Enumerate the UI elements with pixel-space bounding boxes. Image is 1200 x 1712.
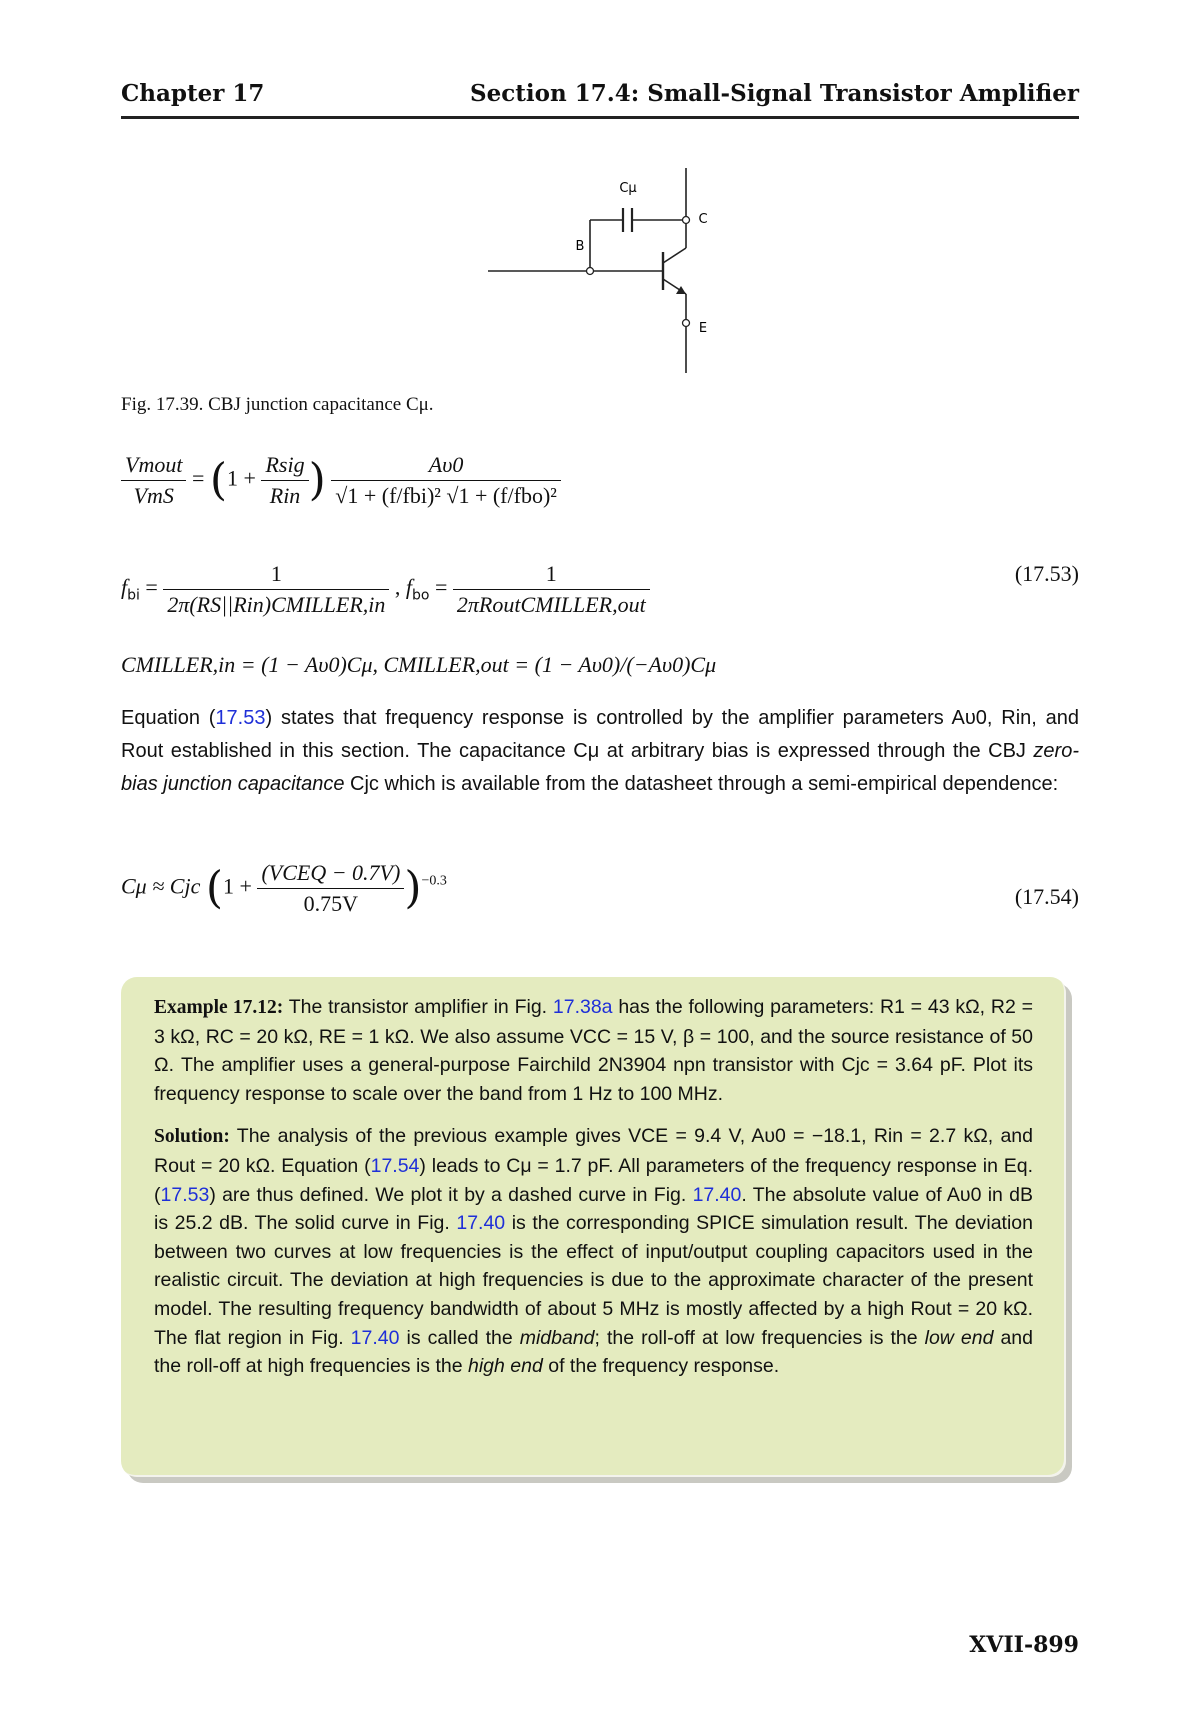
- solution-label: Solution:: [154, 1126, 230, 1148]
- page-number: XVII-899: [969, 1632, 1079, 1658]
- eq-link-17-53-b[interactable]: 17.53: [160, 1183, 210, 1206]
- fbo-fraction: $\frac{1}{\text{2πRoutCMILLER,out}}$: [453, 561, 650, 618]
- gain-lhs: $\frac{\text{Vmout}}{\text{VmS}}$: [121, 452, 186, 509]
- example-label: Example 17.12:: [154, 997, 284, 1018]
- equation-miller: CMILLER,in = (1 − Aυ0)Cμ, CMILLER,out = (1 − Aυ0)/(−Aυ0)Cμ: [121, 652, 717, 677]
- equation-cmu: Cμ ≈ Cjc (1 + $\frac{\text{(VCEQ − 0.7V)}}{0.75V}$ )$^{-0.3}$: [121, 860, 447, 916]
- rsig-over-rin: $\frac{\text{Rsig}}{\text{Rin}}$: [261, 452, 308, 509]
- bias-fraction: $\frac{\text{(VCEQ − 0.7V)}}{0.75V}$: [257, 860, 404, 917]
- equation-number-17-53: (17.53): [1014, 561, 1079, 586]
- equation-corner-frequencies: $f_{bi}$ = $\frac{1}{\text{2π(RS||Rin)CMILLER,in}}$ , $f_{bo}$ = $\frac{1}{\text{2πRoutCMILLER,out}}$: [121, 561, 650, 618]
- node-c: [683, 217, 690, 224]
- example-statement: Example 17.12: The transistor amplifier in Fig. 17.38a has the following parameters: R1 = 43 kΩ, R2 = 3 kΩ, RC = 20 kΩ, RE = 1 kΩ. We also assume VCC = 15 V, β = 100, and the source resistance of 50 Ω. The amplifier uses a general-purpose Fairchild 2N3904 npn transistor with Cjc = 3.64 pF. Plot its frequency response to scale over the band from 1 Hz to 100 MHz.: [154, 996, 1033, 1105]
- eq-link-17-53[interactable]: 17.53: [215, 707, 266, 729]
- label-cap: Cμ: [619, 181, 637, 196]
- fbi-fraction: $\frac{1}{\text{2π(RS||Rin)CMILLER,in}}$: [163, 561, 389, 618]
- node-b: [587, 268, 594, 275]
- gain-fraction: $\frac{A\upsilon 0}{\text{√1 + (f/fbi)² √1 + (f/fbo)²}}$: [331, 452, 561, 509]
- fig-link-17-40-a[interactable]: 17.40: [692, 1183, 742, 1206]
- fig-link-17-40-c[interactable]: 17.40: [350, 1326, 400, 1349]
- example-solution: Solution: The analysis of the previous example gives VCE = 9.4 V, Aυ0 = −18.1, Rin = 2.7 kΩ, and Rout = 20 kΩ. Equation (17.54) leads to Cμ = 1.7 pF. All parameters of the frequency response in Eq. (17.53) are thus defined. We plot it by a dashed curve in Fig. 17.40. The absolute value of Aυ0 in dB is 25.2 dB. The solid curve in Fig. 17.40 is the corresponding SPICE simulation result. The deviation between two curves at low frequencies is the effect of input/output coupling capacitors used in the realistic circuit. The deviation at high frequencies is due to the approximate character of the present model. The resulting frequency bandwidth of about 5 MHz is mostly affected by a high Rout = 20 kΩ. The flat region in Fig. 17.40 is called the midband; the roll-off at low frequencies is the low end and the roll-off at high frequencies is the high end of the frequency response.: [154, 1125, 1034, 1378]
- eq-link-17-54[interactable]: 17.54: [370, 1154, 420, 1177]
- equation-number-17-54: (17.54): [1014, 884, 1079, 909]
- cbj-capacitance-figure: [480, 168, 740, 373]
- label-base: B: [575, 239, 585, 254]
- label-collector: C: [698, 212, 708, 227]
- chapter-title: Chapter 17: [121, 80, 265, 107]
- figure-caption: Fig. 17.39. CBJ junction capacitance Cμ.: [121, 394, 434, 415]
- exponent: −0.3: [421, 873, 447, 889]
- fig-link-17-40-b[interactable]: 17.40: [456, 1212, 506, 1235]
- node-e: [683, 320, 690, 327]
- page-header: [121, 80, 1079, 116]
- collector-lead: [663, 248, 686, 263]
- label-emitter: E: [698, 321, 708, 336]
- header-rule: [121, 116, 1079, 119]
- fig-link-17-38a[interactable]: 17.38a: [552, 996, 613, 1018]
- example-box: [121, 977, 1066, 1477]
- section-title: Section 17.4: Small-Signal Transistor Amplifier: [470, 80, 1079, 107]
- equation-gain: $\frac{\text{Vmout}}{\text{VmS}}$ = (1 + $\frac{\text{Rsig}}{\text{Rin}}$ ) $\frac{A\upsilon 0}{\text{√1 + (f/fbi)² √1 + (f/fbo)²}}$: [121, 452, 561, 509]
- body-paragraph: Equation (17.53) states that frequency response is controlled by the amplifier parameters Aυ0, Rin, and Rout established in this section. The capacitance Cμ at arbitrary bias is expressed through the CBJ zero-bias junction capacitance Cjc which is available from the datasheet through a semi-empirical dependence:: [121, 707, 1080, 795]
- emitter-arrow: [676, 286, 686, 294]
